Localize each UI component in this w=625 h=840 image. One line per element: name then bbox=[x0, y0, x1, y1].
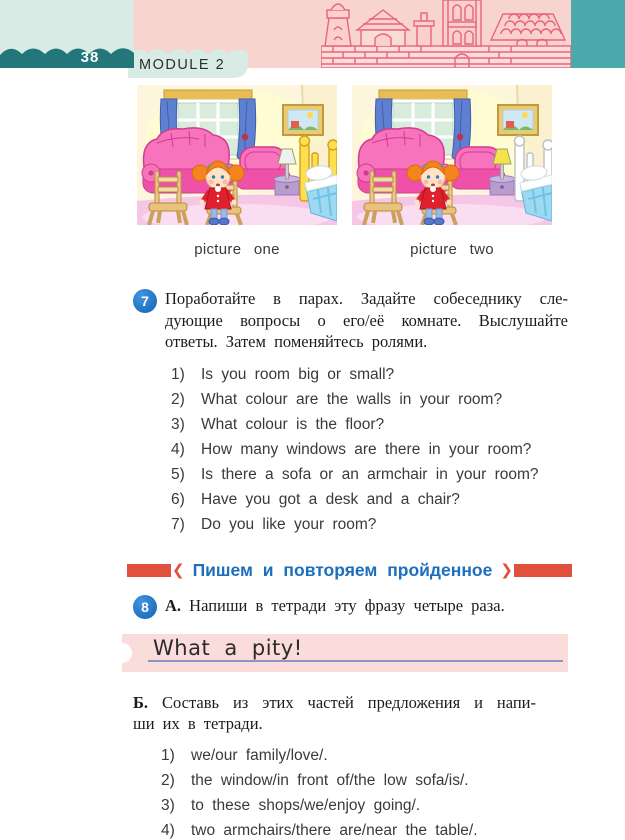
item-text: to these shops/we/enjoy going/. bbox=[191, 796, 421, 814]
module-label-cloud bbox=[128, 42, 248, 78]
question-number: 6) bbox=[171, 490, 185, 508]
question-list bbox=[171, 366, 568, 534]
item-text: two armchairs/there are/near the table/. bbox=[191, 821, 478, 839]
instruction-line: ответы. Затем поменяйтесь ролями. bbox=[165, 332, 428, 351]
exercise-8a-instruction bbox=[165, 594, 505, 616]
picture-one bbox=[137, 85, 337, 258]
item-number: 3) bbox=[161, 796, 175, 814]
question-item bbox=[171, 416, 568, 434]
item-text: the window/in front of/the low sofa/is/. bbox=[191, 771, 469, 789]
question-text: How many windows are there in your room? bbox=[201, 440, 532, 458]
room-illustration-two bbox=[352, 85, 552, 225]
exercise-7 bbox=[133, 288, 568, 534]
question-text: What colour is the floor? bbox=[201, 415, 385, 433]
exercise-number-badge: 8 bbox=[133, 595, 157, 619]
header-teal-corner bbox=[571, 0, 625, 68]
question-item bbox=[171, 491, 568, 509]
room-illustration-one bbox=[137, 85, 337, 225]
question-number: 3) bbox=[171, 415, 185, 433]
handwritten-phrase: What a pity! bbox=[153, 635, 303, 660]
question-item bbox=[171, 366, 568, 384]
question-item bbox=[171, 391, 568, 409]
part-a-text: Напиши в тетради эту фразу четыре раза. bbox=[189, 595, 505, 615]
question-number: 5) bbox=[171, 465, 185, 483]
instruction-line: ши их в тетради. bbox=[133, 714, 263, 733]
question-text: Is you room big or small? bbox=[201, 365, 395, 383]
page-number-badge bbox=[0, 41, 134, 68]
list-item bbox=[161, 747, 568, 765]
question-item bbox=[171, 466, 568, 484]
exercise-number-badge: 7 bbox=[133, 289, 157, 313]
chevron-right-icon: ❯ bbox=[500, 560, 513, 579]
question-number: 1) bbox=[171, 365, 185, 383]
item-text: we/our family/love/. bbox=[191, 746, 328, 764]
section-title: Пишем и повторяем пройденное bbox=[192, 559, 493, 580]
cityscape-illustration bbox=[321, 0, 571, 68]
question-number: 4) bbox=[171, 440, 185, 458]
chevron-left-icon: ❮ bbox=[172, 560, 185, 579]
writing-banner bbox=[122, 634, 568, 672]
ruled-line bbox=[148, 660, 563, 662]
question-number: 2) bbox=[171, 390, 185, 408]
page-content bbox=[133, 85, 568, 840]
page-header bbox=[0, 0, 625, 73]
question-text: Is there a sofa or an armchair in your room? bbox=[201, 465, 539, 483]
section-header bbox=[127, 560, 568, 581]
question-number: 7) bbox=[171, 515, 185, 533]
section-bar-left bbox=[127, 564, 171, 577]
picture-one-caption: picture one bbox=[194, 241, 280, 258]
list-item bbox=[161, 797, 568, 815]
room-pictures bbox=[137, 85, 568, 258]
exercise-8 bbox=[133, 594, 568, 840]
list-item bbox=[161, 772, 568, 790]
instruction-line: Б. Составь из этих частей предложения и напи- bbox=[133, 692, 536, 712]
question-item bbox=[171, 441, 568, 459]
instruction-line: Поработайте в парах. Задайте собеседнику сле- bbox=[165, 289, 568, 308]
picture-two bbox=[352, 85, 552, 258]
item-number: 4) bbox=[161, 821, 175, 839]
part-a-label: А. bbox=[165, 595, 182, 615]
page-number: 38 bbox=[80, 49, 100, 66]
section-bar-right bbox=[514, 564, 572, 577]
instruction-line: дующие вопросы о его/её комнате. Выслушайте bbox=[165, 310, 568, 330]
question-text: Do you like your room? bbox=[201, 515, 377, 533]
module-label: MODULE 2 bbox=[139, 57, 226, 73]
banner-notch bbox=[112, 643, 132, 663]
picture-two-caption: picture two bbox=[410, 241, 494, 258]
item-number: 1) bbox=[161, 746, 175, 764]
list-item bbox=[161, 822, 568, 840]
question-text: Have you got a desk and a chair? bbox=[201, 490, 460, 508]
question-text: What colour are the walls in your room? bbox=[201, 390, 503, 408]
exercise-7-instruction bbox=[165, 288, 568, 353]
part-b-label: Б. bbox=[133, 692, 149, 712]
item-number: 2) bbox=[161, 771, 175, 789]
exercise-8b-instruction bbox=[133, 692, 536, 735]
question-item bbox=[171, 516, 568, 534]
